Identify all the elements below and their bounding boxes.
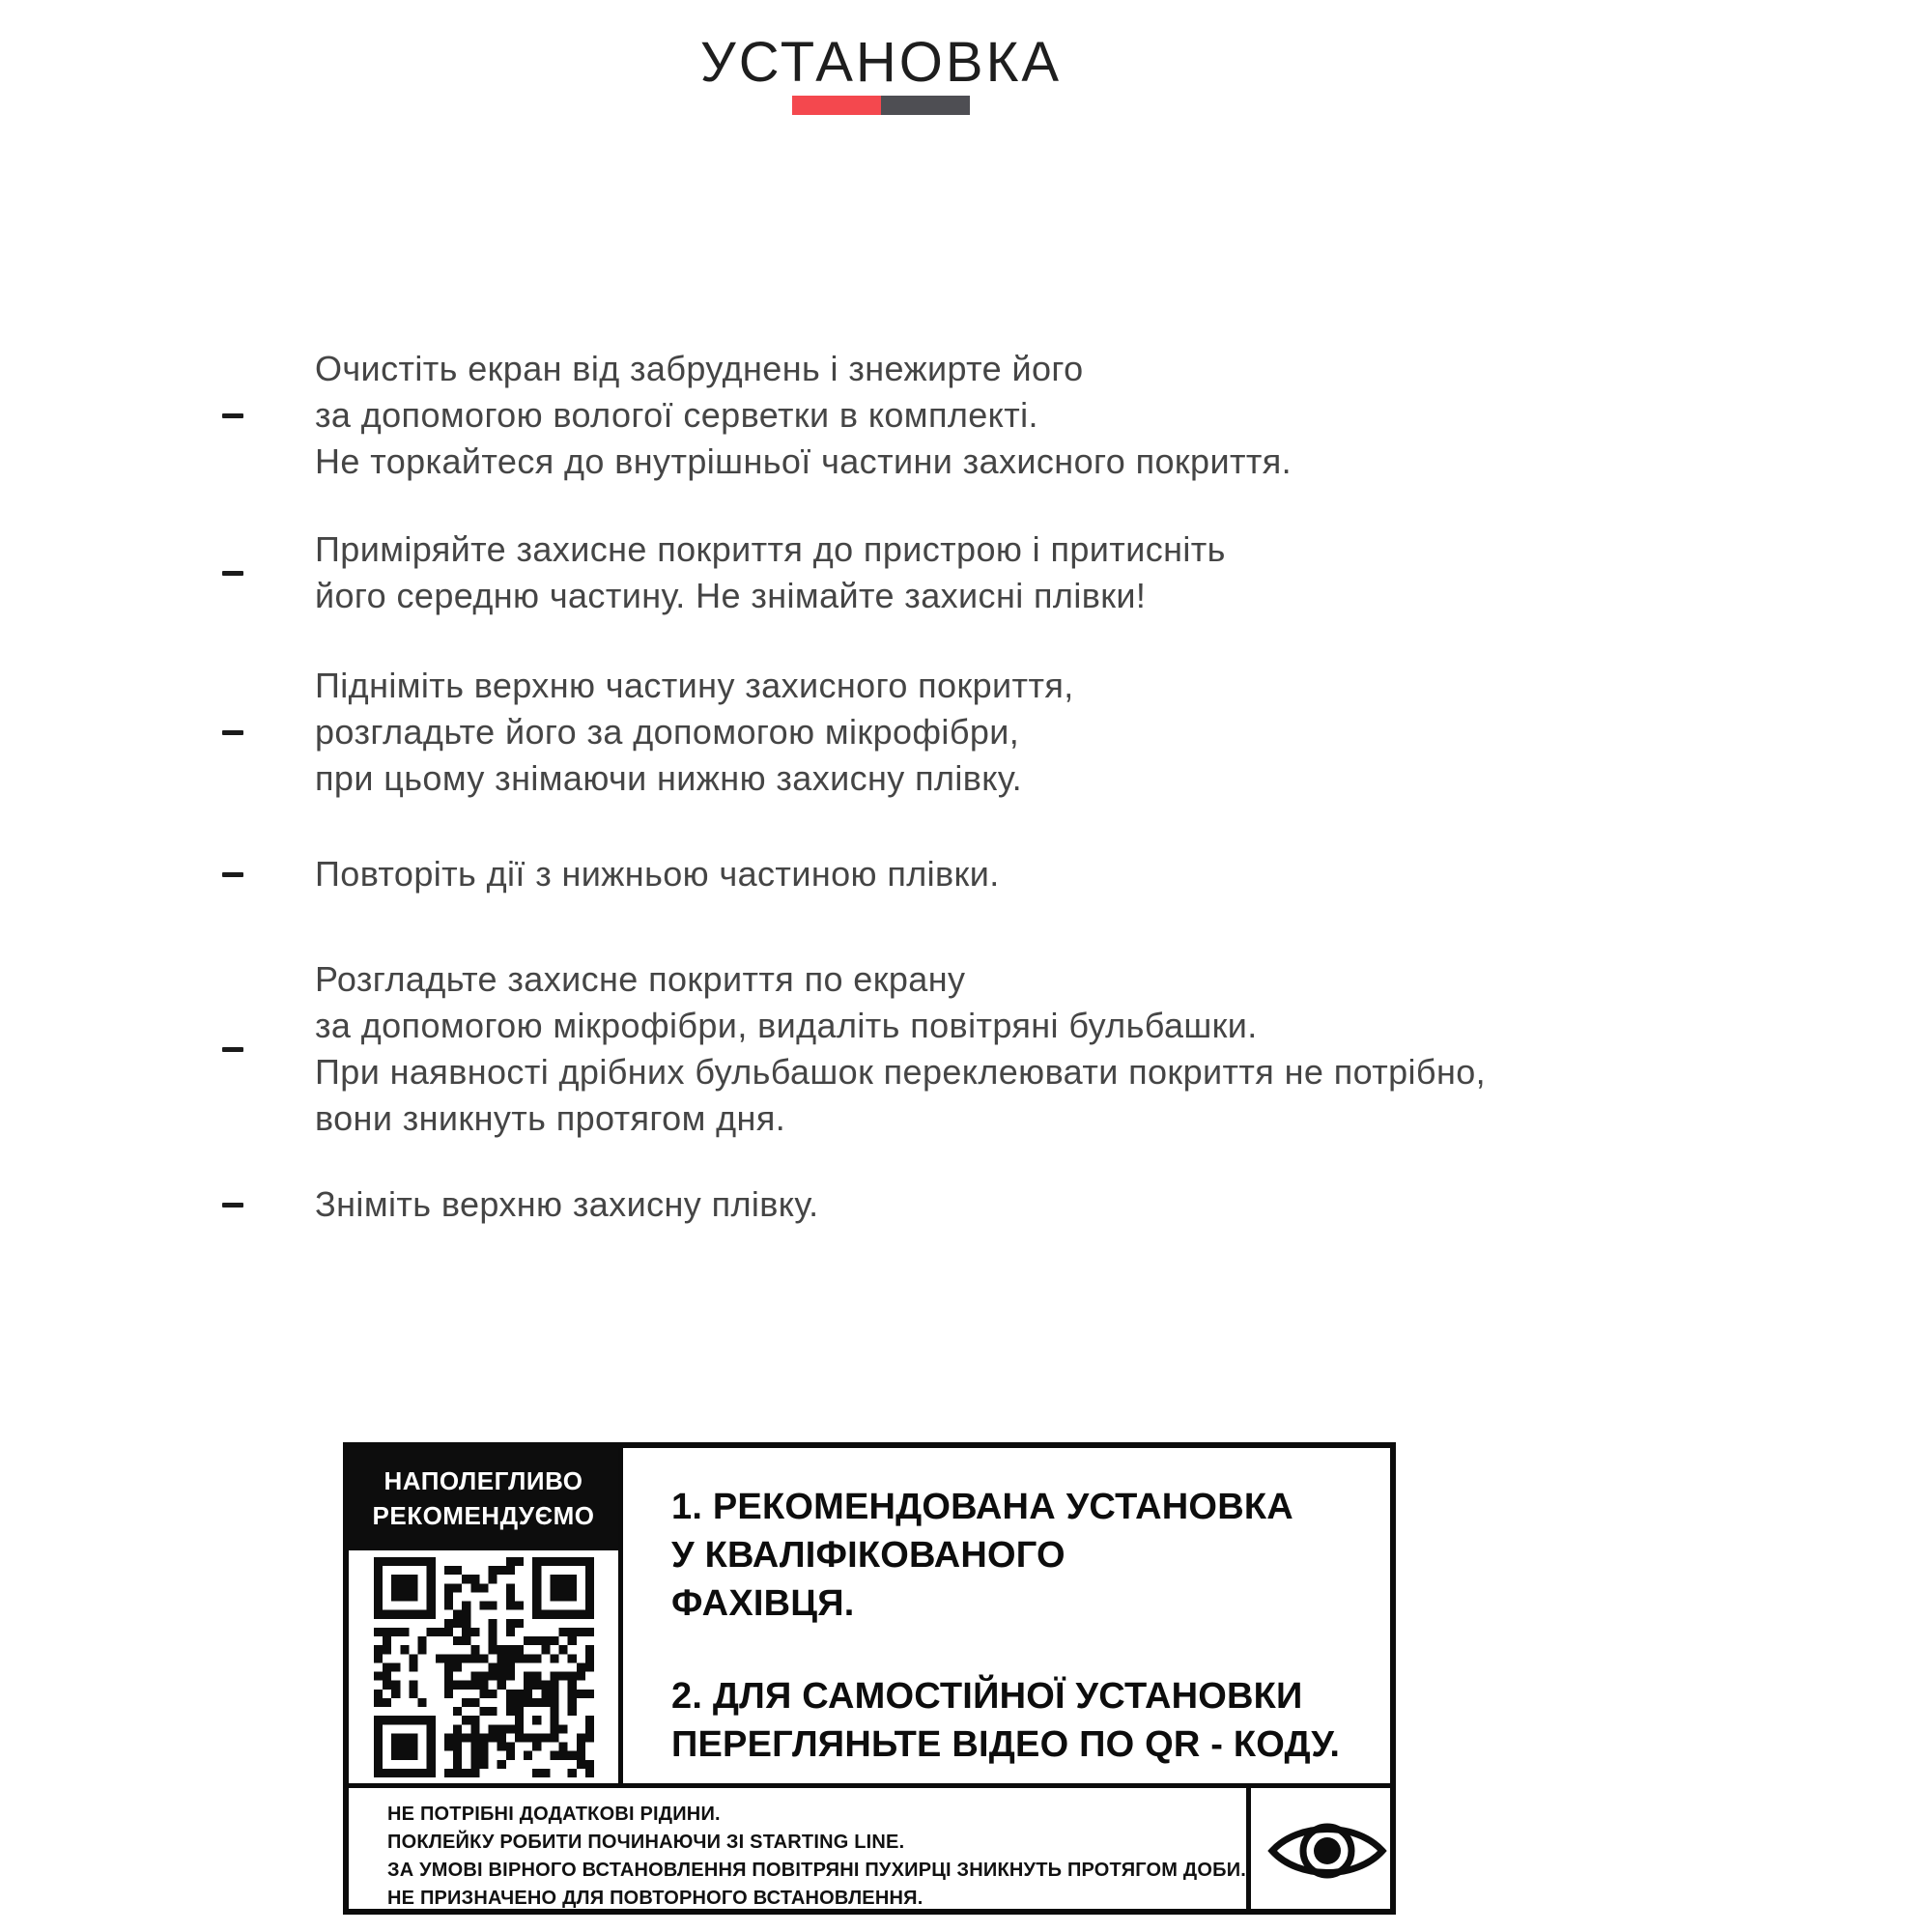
step-text: При наявності дрібних бульбашок переклеювати покриття не потрібно, xyxy=(315,1052,1487,1092)
recommendation-text-panel xyxy=(623,1448,1390,1783)
list-item xyxy=(222,851,1787,897)
note-line: НЕ ПРИЗНАЧЕНО ДЛЯ ПОВТОРНОГО ВСТАНОВЛЕННЯ. xyxy=(387,1888,923,1909)
bullet-dash-icon xyxy=(222,872,243,877)
recommendation-line: У КВАЛІФІКОВАНОГО xyxy=(671,1535,1065,1576)
list-item xyxy=(222,663,1787,802)
bullet-dash-icon xyxy=(222,1203,243,1208)
list-item xyxy=(222,526,1787,619)
step-text: Підніміть верхню частину захисного покриття, xyxy=(315,666,1074,705)
recommendation-box xyxy=(343,1442,1396,1915)
list-item xyxy=(222,1181,1787,1228)
step-text: за допомогою мікрофібри, видаліть повітряні бульбашки. xyxy=(315,1006,1258,1045)
step-text: розгладьте його за допомогою мікрофібри, xyxy=(315,712,1020,752)
step-text: Приміряйте захисне покриття до пристрою і притисніть xyxy=(315,529,1226,569)
recommendation-line: ПЕРЕГЛЯНЬТЕ ВІДЕО ПО QR - КОДУ. xyxy=(671,1724,1341,1765)
step-text: вони зникнуть протягом дня. xyxy=(315,1098,786,1138)
page-title: УСТАНОВКА xyxy=(699,30,1063,94)
step-text: при цьому знімаючи нижню захисну плівку. xyxy=(315,758,1023,798)
recommendation-line: 1. РЕКОМЕНДОВАНА УСТАНОВКА xyxy=(671,1487,1293,1527)
bullet-dash-icon xyxy=(222,1047,243,1052)
step-text: Повторіть дії з нижньою частиною плівки. xyxy=(315,854,1000,894)
step-text: Розгладьте захисне покриття по екрану xyxy=(315,959,966,999)
badge-line: НАПОЛЕГЛИВО xyxy=(384,1466,583,1495)
qr-panel xyxy=(349,1448,623,1783)
note-line: ПОКЛЕЙКУ РОБИТИ ПОЧИНАЮЧИ ЗІ STARTING LINE. xyxy=(387,1832,905,1853)
step-text: Очистіть екран від забруднень і знежирте його xyxy=(315,349,1084,388)
bullet-dash-icon xyxy=(222,571,243,576)
list-item xyxy=(222,956,1787,1142)
recommendation-box-top-row xyxy=(349,1448,1390,1788)
bullet-dash-icon xyxy=(222,413,243,418)
note-line: ЗА УМОВІ ВІРНОГО ВСТАНОВЛЕННЯ ПОВІТРЯНІ ПУХИРЦІ ЗНИКНУТЬ ПРОТЯГОМ ДОБИ. xyxy=(387,1860,1247,1881)
step-text: Зніміть верхню захисну плівку. xyxy=(315,1184,819,1224)
installation-notes xyxy=(349,1788,1251,1913)
eye-icon xyxy=(1251,1788,1403,1913)
title-divider-bar xyxy=(792,96,970,115)
list-item xyxy=(222,346,1787,485)
recommendation-item xyxy=(671,1672,1380,1769)
step-text: його середню частину. Не знімайте захисні плівки! xyxy=(315,576,1147,615)
installation-steps-list xyxy=(222,346,1787,1228)
bullet-dash-icon xyxy=(222,730,243,735)
note-line: НЕ ПОТРІБНІ ДОДАТКОВІ РІДИНИ. xyxy=(387,1804,721,1825)
recommendation-line: ФАХІВЦЯ. xyxy=(671,1583,855,1624)
recommendation-line: 2. ДЛЯ САМОСТІЙНОЇ УСТАНОВКИ xyxy=(671,1676,1303,1717)
divider-red-segment xyxy=(792,96,881,115)
strongly-recommend-badge xyxy=(349,1448,618,1550)
recommendation-box-bottom-row xyxy=(349,1788,1390,1913)
qr-code-icon xyxy=(349,1550,618,1783)
step-text: Не торкайтеся до внутрішньої частини захисного покриття. xyxy=(315,441,1293,481)
badge-line: РЕКОМЕНДУЄМО xyxy=(372,1501,595,1530)
recommendation-item xyxy=(671,1483,1380,1628)
divider-gray-segment xyxy=(881,96,970,115)
step-text: за допомогою вологої серветки в комплекті. xyxy=(315,395,1038,435)
